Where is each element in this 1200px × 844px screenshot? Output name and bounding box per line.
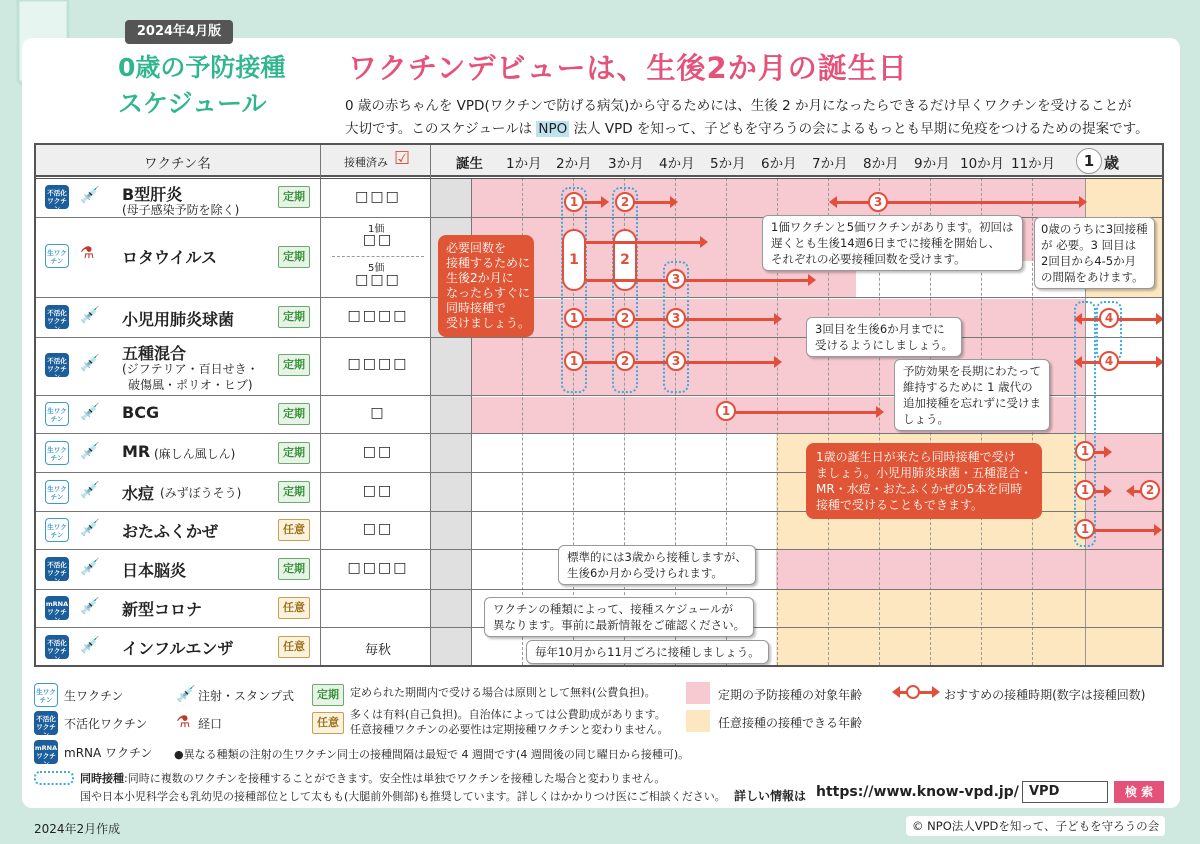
- legend-simultaneous-icon: [34, 771, 74, 785]
- badge-inactivated: 不活化ワクチン: [45, 185, 69, 209]
- dose-marker: 3: [868, 192, 888, 212]
- dose-checkboxes[interactable]: □□: [362, 521, 394, 537]
- tag-nini: 任意: [278, 597, 310, 619]
- badge-live: 生ワクチン: [45, 402, 69, 426]
- vaccine-sub: (ジフテリア・百日せき・: [122, 362, 259, 376]
- header-birth: 誕生: [456, 156, 483, 172]
- legend-injection: 注射・スタンプ式: [198, 689, 295, 703]
- site-url[interactable]: https://www.know-vpd.jp/: [816, 784, 1019, 800]
- legend-mrna: mRNA ワクチン: [64, 746, 153, 760]
- dose-marker: 2: [1140, 480, 1160, 500]
- npo-highlight: NPO: [538, 121, 568, 137]
- header-m10: 10か月: [960, 156, 1005, 172]
- dose-marker: 4: [1099, 308, 1119, 328]
- legend-teiki-desc: 定められた期間内で受ける場合は原則として無料(公費負担)。: [350, 686, 656, 699]
- intro-line-2: 大切です。このスケジュールは NPO 法人 VPD を知って、子どもを守ろうの会によるもっとも早期に免疫をつけるための提案です。: [345, 121, 1149, 137]
- dose-marker: 1: [564, 308, 584, 328]
- tag-teiki: 定期: [278, 186, 310, 208]
- dose-marker: 3: [666, 351, 686, 371]
- syringe-icon: 💉: [80, 480, 100, 499]
- table-header: [36, 145, 1164, 177]
- syringe-icon: 💉: [80, 353, 100, 372]
- vaccine-name: B型肝炎: [122, 185, 183, 204]
- header-vaccine: ワクチン名: [144, 156, 211, 172]
- created-date: 2024年2月作成: [34, 822, 121, 836]
- dose-marker: 1: [1075, 480, 1095, 500]
- header-m2: 2か月: [556, 156, 592, 172]
- dose-checkboxes[interactable]: □□: [362, 444, 394, 460]
- dose-checkboxes-1v[interactable]: □□: [362, 232, 394, 248]
- edition-badge: 2024年4月版: [125, 20, 233, 44]
- rota-1-valent-dose: 1: [562, 229, 586, 291]
- legend-peach: 任意接種の接種できる年齢: [718, 716, 863, 730]
- legend-live: 生ワクチン: [64, 689, 124, 703]
- vaccine-name: おたふくかぜ: [122, 522, 219, 541]
- search-button[interactable]: 検 索: [1114, 781, 1164, 803]
- vaccine-name: BCG: [122, 403, 160, 422]
- legend-live-badge: 生ワクチン: [34, 683, 58, 707]
- badge-inactivated: 不活化ワクチン: [45, 557, 69, 581]
- note-booster: 予防効果を長期にわたって 維持するために 1 歳代の 追加接種を忘れずに受けま しょう。: [894, 359, 1050, 431]
- legend-pink: 定期の予防接種の対象年齢: [718, 688, 863, 702]
- header-one: 1: [1076, 148, 1102, 174]
- tag-teiki: 定期: [278, 246, 310, 268]
- dose-checkboxes[interactable]: □□□□: [347, 308, 409, 324]
- stamp-icon: 💉: [80, 402, 100, 421]
- dose-marker: 2: [615, 308, 635, 328]
- badge-inactivated: 不活化ワクチン: [45, 305, 69, 329]
- dose-marker: 2: [615, 192, 635, 212]
- badge-live: 生ワクチン: [45, 441, 69, 465]
- syringe-icon: 💉: [80, 305, 100, 324]
- badge-inactivated: 不活化ワクチン: [45, 635, 69, 659]
- title-line-2: スケジュール: [118, 89, 267, 118]
- dose-checkboxes[interactable]: □□□□: [347, 560, 409, 576]
- legend-nini-tag: 任意: [312, 712, 344, 734]
- dose-marker: 1: [1075, 519, 1095, 539]
- vaccine-name: 水痘: [122, 484, 155, 503]
- recommended-arrow: [1078, 361, 1160, 364]
- badge-inactivated: 不活化ワクチン: [45, 353, 69, 377]
- range-je: [776, 549, 1164, 589]
- header-m7: 7か月: [812, 156, 848, 172]
- dose-checkboxes[interactable]: □□: [362, 483, 394, 499]
- vaccine-name: 五種混合: [122, 344, 187, 363]
- copyright: © NPO法人VPDを知って、子どもを守ろうの会: [906, 816, 1165, 836]
- tag-nini: 任意: [278, 636, 310, 658]
- note-flu: 毎年10月から11月ごろに接種しましょう。: [526, 640, 769, 664]
- header-m3: 3か月: [608, 156, 644, 172]
- vaccine-sub: (母子感染予防を除く): [122, 203, 240, 217]
- legend-arrow: おすすめの接種時期(数字は接種回数): [944, 688, 1146, 702]
- note-rota: 1価ワクチンと5価ワクチンがあります。初回は 遅くとも生後14週6日までに接種を開始し、 それぞれの必要接種回数を受けます。: [762, 215, 1023, 271]
- dose-marker: 1: [716, 401, 736, 421]
- recommended-arrow: [1078, 318, 1160, 321]
- vaccine-sub: (麻しん風しん): [154, 447, 236, 461]
- vaccine-name: インフルエンザ: [122, 639, 234, 658]
- badge-live: 生ワクチン: [45, 244, 69, 268]
- dropper-icon: ⚗: [176, 712, 191, 731]
- rota-5-valent-dose: 2: [613, 229, 637, 291]
- syringe-icon: 💉: [80, 635, 100, 654]
- header-done: 接種済み: [344, 156, 388, 169]
- note-pcv: 3回目を生後6か月までに 受けるようにしましょう。: [806, 317, 962, 357]
- syringe-icon: 💉: [80, 185, 100, 204]
- tag-nini: 任意: [278, 519, 310, 541]
- title-line-1: 0歳の予防接種: [118, 53, 286, 82]
- tag-teiki: 定期: [278, 481, 310, 503]
- intro-line-1: 0 歳の赤ちゃんを VPD(ワクチンで防げる病気)から守るためには、生後 2 か月になったらできるだけ早くワクチンを受けることが: [345, 98, 1132, 114]
- syringe-icon: 💉: [80, 596, 100, 615]
- tag-teiki: 定期: [278, 403, 310, 425]
- simultaneous-group: [1074, 301, 1096, 547]
- recommended-arrow: [724, 411, 880, 414]
- recommended-arrow: [634, 201, 674, 204]
- syringe-icon: 💉: [80, 518, 100, 537]
- dose-marker: 1: [564, 192, 584, 212]
- vaccine-name: 小児用肺炎球菌: [122, 310, 235, 329]
- dose-checkboxes[interactable]: □□□: [355, 189, 401, 205]
- tag-teiki: 定期: [278, 558, 310, 580]
- dose-checkboxes-5v[interactable]: □□□: [355, 272, 401, 288]
- search-input[interactable]: VPD: [1022, 781, 1108, 803]
- legend-interval: ●異なる種類の注射の生ワクチン同士の接種間隔は最短で 4 週間です(4 週間後の同じ曜日から接種可)。: [174, 748, 690, 761]
- dose-marker: 1: [1075, 441, 1095, 461]
- legend-nini-desc-2: 任意接種ワクチンの必要性は定期接種ワクチンと変わりません。: [350, 723, 669, 736]
- note-covid: ワクチンの種類によって、接種スケジュールが 異なります。事前に最新情報をご確認ください。: [484, 597, 754, 637]
- vaccine-name: 新型コロナ: [122, 600, 203, 619]
- legend-nini-desc-1: 多くは有料(自己負担)。自治体によっては公費助成があります。: [350, 708, 666, 721]
- dose-marker: 3: [666, 269, 686, 289]
- tag-teiki: 定期: [278, 306, 310, 328]
- dose-marker: 4: [1099, 351, 1119, 371]
- legend-mrna-badge: mRNAワクチン: [34, 740, 58, 764]
- legend-inactivated-badge: 不活化ワクチン: [34, 711, 58, 735]
- dose-note: 毎秋: [364, 643, 391, 658]
- headline: ワクチンデビューは、生後2か月の誕生日: [348, 51, 908, 85]
- legend-pink-swatch: [686, 682, 710, 704]
- vaccine-name: MR: [122, 442, 151, 461]
- vaccine-sub: (みずぼうそう): [160, 486, 242, 500]
- dropper-icon: ⚗: [80, 243, 95, 262]
- tag-teiki: 定期: [278, 442, 310, 464]
- recommended-arrow: [586, 241, 704, 244]
- rota-1-valent: 1価: [368, 224, 385, 235]
- note-one-year-simultaneous: 1歳の誕生日が来たら同時接種で受け ましょう。小児用肺炎球菌・五種混合・ MR・水痘・おたふくかぜの5本を同時 接種で受けることもできます。: [806, 443, 1042, 519]
- recommended-arrow: [1088, 529, 1158, 532]
- note-je: 標準的には3歳から接種しますが、 生後6か月から受けられます。: [558, 545, 756, 585]
- legend-peach-swatch: [686, 710, 710, 732]
- vaccine-name: ロタウイルス: [122, 248, 218, 267]
- badge-live: 生ワクチン: [45, 480, 69, 504]
- legend-teiki-tag: 定期: [312, 684, 344, 706]
- rota-5-valent: 5価: [368, 263, 385, 274]
- recommended-arrow: [586, 279, 812, 282]
- badge-live: 生ワクチン: [45, 518, 69, 542]
- schedule-table: [34, 143, 1164, 667]
- legend-inactivated: 不活化ワクチン: [64, 717, 148, 731]
- dose-checkboxes[interactable]: □: [370, 405, 386, 421]
- note-start-at-2-months: 必要回数を 接種するために 生後2か月に なったらすぐに 同時接種で 受けましょう。: [438, 235, 534, 337]
- header-m5: 5か月: [710, 156, 746, 172]
- syringe-icon: 💉: [80, 557, 100, 576]
- header-m6: 6か月: [761, 156, 797, 172]
- header-m8: 8か月: [863, 156, 899, 172]
- header-m11: 11か月: [1011, 156, 1056, 172]
- header-m1: 1か月: [506, 156, 542, 172]
- dose-marker: 3: [666, 308, 686, 328]
- syringe-icon: 💉: [176, 684, 196, 703]
- recommended-arrow: [583, 201, 605, 204]
- legend-oral: 経口: [198, 717, 223, 731]
- info-label: 詳しい情報は: [734, 789, 807, 803]
- note-hepb: 0歳のうちに3回接種 が 必要。3 回目は 2回目から4-5か月 の間隔をあけます。: [1034, 217, 1155, 289]
- header-m4: 4か月: [659, 156, 695, 172]
- dose-marker: 1: [564, 351, 584, 371]
- header-m9: 9か月: [914, 156, 950, 172]
- dose-checkboxes[interactable]: □□□□: [347, 356, 409, 372]
- header-sai: 歳: [1104, 154, 1120, 172]
- vaccine-sub-2: 破傷風・ポリオ・ヒブ): [128, 378, 253, 392]
- legend-simultaneous: 同時接種:同時に複数のワクチンを接種することができます。安全性は単独でワクチンを接種した場合と変わりません。: [80, 772, 666, 785]
- check-icon: ☑: [394, 148, 411, 169]
- legend-thigh: 国や日本小児科学会も乳幼児の接種部位として太もも(大腿前外側部)も推奨しています。詳しくはかかりつけ医にご相談ください。: [80, 790, 726, 803]
- vaccine-name: 日本脳炎: [122, 561, 187, 580]
- dose-marker: 2: [615, 351, 635, 371]
- badge-mrna: mRNAワクチン: [45, 596, 69, 620]
- syringe-icon: 💉: [80, 441, 100, 460]
- tag-teiki: 定期: [278, 354, 310, 376]
